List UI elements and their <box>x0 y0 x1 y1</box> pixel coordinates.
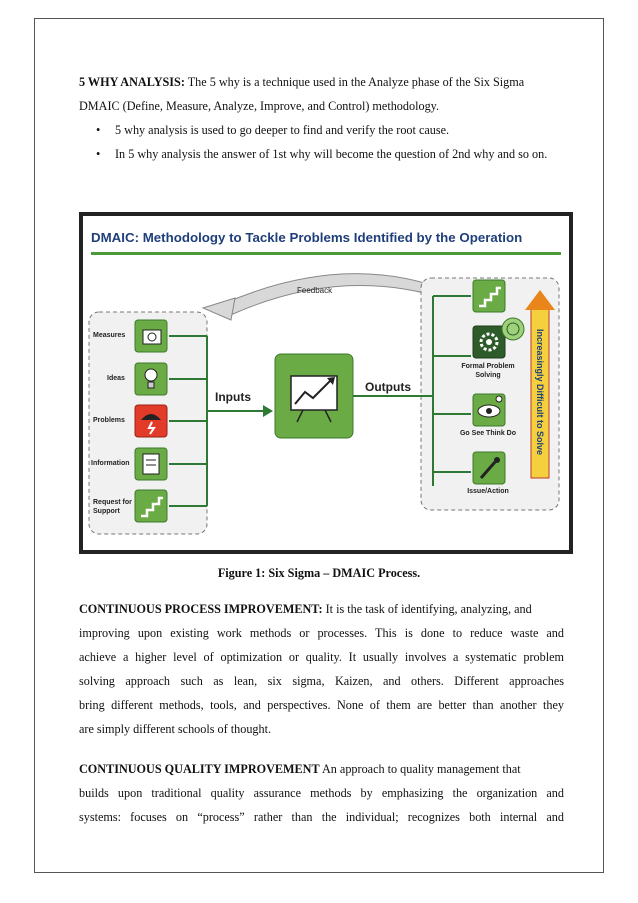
output-item-label: Issue/Action <box>467 488 509 495</box>
input-item-label: Ideas <box>107 375 125 382</box>
section2-line: achieve a higher level of optimization or quality. It usually involves a systematic problem <box>79 650 564 664</box>
bullet-text: In 5 why analysis the answer of 1st why will become the question of 2nd why and so on. <box>115 147 548 161</box>
inputs-label: Inputs <box>215 390 251 404</box>
difficulty-label: Increasingly Difficult to Solve <box>535 328 545 456</box>
section2-line: are simply different schools of thought. <box>79 722 272 736</box>
bullet-dot: • <box>96 123 101 137</box>
output-item-label: Go See Think Do <box>459 430 516 437</box>
input-item-label: Information <box>91 460 130 467</box>
output-item-label: Formal Problem Solving <box>461 363 515 379</box>
badge-icon <box>502 318 524 340</box>
section2-line: bring different methods, tools, and perspectives. None of them are better than another they <box>79 698 564 712</box>
dmaic-figure <box>79 212 573 554</box>
feedback-label: Feedback <box>297 286 333 295</box>
section3-line: builds upon traditional quality assurance methods by emphasizing the organization and <box>79 786 564 800</box>
section2-text: It is the task of identifying, analyzing, and <box>322 602 532 616</box>
bullet-dot: • <box>96 147 101 161</box>
input-item-label: Measures <box>93 332 126 339</box>
figure-title: DMAIC: Methodology to Tackle Problems Identified by the Operation <box>91 230 523 245</box>
section3-heading: CONTINUOUS QUALITY IMPROVEMENT <box>79 762 320 776</box>
bullet-item <box>96 142 566 167</box>
outputs-label: Outputs <box>365 380 411 394</box>
input-item-label: Problems <box>93 417 125 424</box>
input-item-label: Request for Support <box>93 499 132 515</box>
section3-text: An approach to quality management that <box>319 762 521 776</box>
dmaic-diagram <box>83 216 569 550</box>
feedback-arrowhead <box>203 298 235 320</box>
section3-line: systems: focuses on “process” rather than the individual; recognizes both internal and <box>79 810 564 824</box>
figure-caption: Figure 1: Six Sigma – DMAIC Process. <box>217 566 421 580</box>
section1-heading: 5 WHY ANALYSIS: <box>79 75 185 89</box>
section1-line1 <box>79 70 564 95</box>
section2-line: solving approach such as lean, six sigma, Kaizen, and others. Different approaches <box>79 674 564 688</box>
bullet-text: 5 why analysis is used to go deeper to find and verify the root cause. <box>115 123 450 137</box>
inputs-arrowhead <box>263 405 273 417</box>
section1-line2: DMAIC (Define, Measure, Analyze, Improve, and Control) methodology. <box>79 99 440 113</box>
stairs-icon <box>473 280 505 312</box>
eye-icon <box>473 394 505 426</box>
section2-line1 <box>79 597 564 622</box>
support-stairs-icon <box>135 490 167 522</box>
section3-line1 <box>79 757 564 782</box>
section2-heading: CONTINUOUS PROCESS IMPROVEMENT: <box>79 602 323 616</box>
ideas-icon <box>135 363 167 395</box>
problems-icon <box>135 405 167 437</box>
gear-icon <box>473 326 505 358</box>
section2-line: improving upon existing work methods or processes. This is done to reduce waste and <box>79 626 564 640</box>
section1-text: The 5 why is a technique used in the Analyze phase of the Six Sigma <box>184 75 525 89</box>
bullet-item <box>96 118 566 143</box>
information-icon <box>135 448 167 480</box>
measures-icon <box>135 320 167 352</box>
tool-icon <box>473 452 505 484</box>
